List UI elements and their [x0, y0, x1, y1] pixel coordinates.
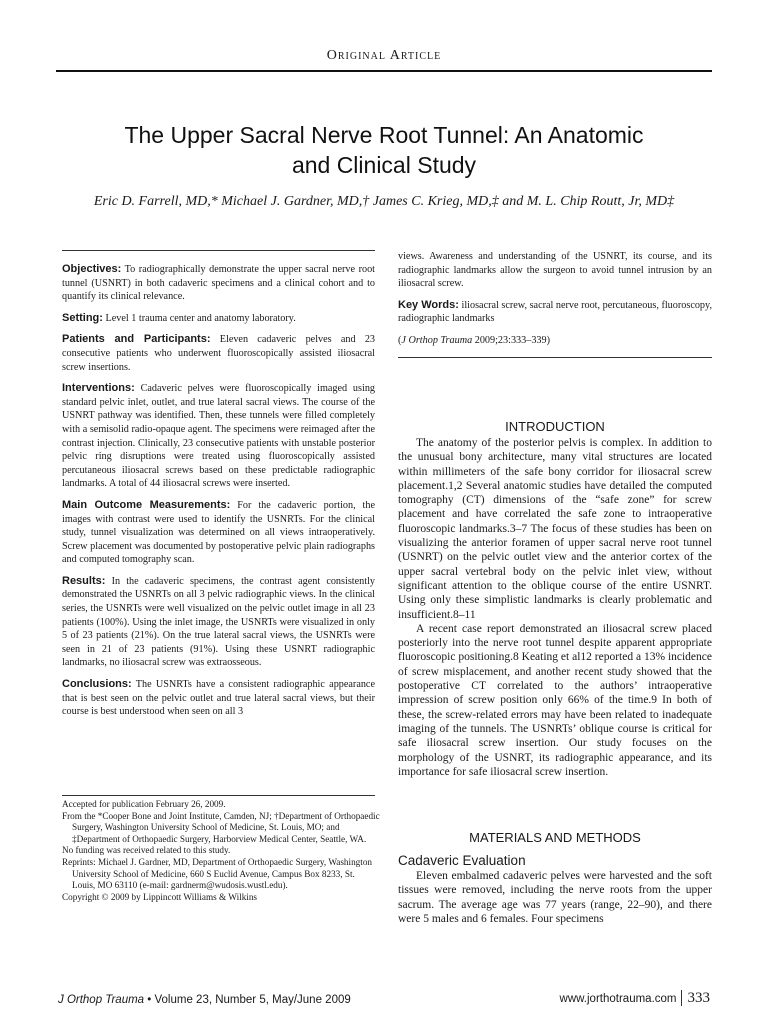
- title-line-1: The Upper Sacral Nerve Root Tunnel: An Anatomic: [124, 122, 644, 148]
- author-list: Eric D. Farrell, MD,* Michael J. Gardner, MD,† James C. Krieg, MD,‡ and M. L. Chip Routt, Jr, MD‡: [93, 194, 675, 209]
- abstract-top-rule: [62, 250, 375, 251]
- abstract-left: [62, 263, 375, 727]
- abstract-right: [398, 250, 712, 356]
- methods-body: [398, 869, 712, 926]
- introduction-paragraph-1: The anatomy of the posterior pelvis is complex. In addition to the unusual bony architecture, many vital structures are located within millimeters of the safe bony corridor for iliosacral screw placement.1,2 Several anatomic studies have detailed the computed tomography (CT) dimensions of the “safe zone” for screw placement and have correlated the safe zone to intraoperative fluoroscopic landmarks.3–7 The focus of these studies has been on visualizing the anterior foramen of upper sacral nerve root tunnel (USNRT) on the pelvic outlet view and the anterior cortex of the upper sacral vertebral body on the pelvic inlet view, without significant attention to the oblique course of the entire USNRT. Using only these simplistic landmarks is clearly problematic and insufficient.8–11: [398, 437, 712, 621]
- footnote-accepted: Accepted for publication February 26, 2009.: [62, 799, 226, 809]
- header-rule: [56, 70, 712, 72]
- abstract-patients: Patients and Participants: Eleven cadaveric pelves and 23 consecutive patients who underwent fluoroscopically assisted iliosacral screw insertions.: [62, 333, 376, 373]
- abstract-interventions: Interventions: Cadaveric pelves were fluoroscopically imaged using standard pelvic inlet, outlet, and true lateral sacral views. The course of the USNRT pathway was identified. Then, these tunnels were filled completely with a semisolid radio-opaque agent. The specimens were reimaged after the contrast injection. Clinically, 23 consecutive patients with unstable posterior pelvic ring disruptions were treated using fluoroscopically assisted percutaneous iliosacral screws based on these predictable radiographic landmarks. A total of 44 iliosacral screws were inserted.: [62, 382, 376, 490]
- abstract-keywords: Key Words: iliosacral screw, sacral nerve root, percutaneous, fluoroscopy, radiographic landmarks: [398, 298, 713, 325]
- footnote-reprints: Reprints: Michael J. Gardner, MD, Department of Orthopaedic Surgery, Washington University School of Medicine, 660 S Euclid Avenue, Campus Box 8233, St. Louis, MO 63110 (e-mail: gardnerm@wudosis.wustl.edu).: [62, 856, 373, 891]
- abstract-setting: Setting: Level 1 trauma center and anatomy laboratory.: [62, 311, 296, 324]
- footer-journal-info: J Orthop Trauma • Volume 23, Number 5, May/June 2009: [58, 994, 351, 1006]
- footer-page-info: [560, 990, 710, 1007]
- methods-paragraph-1: Eleven embalmed cadaveric pelves were harvested and the soft tissues were removed, including the nerve roots from the upper sacrum. The average age was 77 years (range, 22–90), and there were 5 males and 6 females. Four specimens: [398, 870, 712, 925]
- footnote-rule: [62, 795, 375, 796]
- footnote-affiliations: From the *Cooper Bone and Joint Institute, Camden, NJ; †Department of Orthopaedic Surgery, Washington University School of Medicine, St. Louis, MO; and ‡Department of Orthopaedic Surgery, Harborview Medical Center, Seattle, WA.: [62, 810, 380, 844]
- abstract-bottom-rule: [398, 357, 712, 358]
- page-number: 333: [681, 990, 711, 1006]
- footer-journal: J Orthop Trauma: [58, 994, 145, 1006]
- article-title: [60, 120, 708, 180]
- methods-subheading: Cadaveric Evaluation: [398, 853, 526, 868]
- footer-url[interactable]: www.jorthotrauma.com: [559, 993, 677, 1005]
- abstract-citation: (J Orthop Trauma 2009;23:333–339): [398, 334, 550, 346]
- methods-heading: MATERIALS AND METHODS: [469, 830, 641, 845]
- footnote-copyright: Copyright © 2009 by Lippincott Williams & Wilkins: [62, 891, 258, 902]
- section-label: Original Article: [326, 48, 442, 63]
- introduction-body: [398, 436, 712, 779]
- footnote-funding: No funding was received related to this study.: [62, 845, 231, 856]
- footer-issue: Volume 23, Number 5, May/June 2009: [154, 994, 351, 1006]
- abstract-results: Results: In the cadaveric specimens, the contrast agent consistently demonstrated the USNRTs on all 3 pelvic radiographic views. In the clinical series, the USNRTs were well visualized on the pelvic outlet image in all 23 patients (100%). Using the inlet image, the USNRTs were visualized in only 5 of 23 patients (21%). On the true lateral sacral views, the USNRTs were seen in 21 of 23 patients (91%). Using these USNRT radiographic landmarks, no iliosacral screw was extraosseous.: [62, 574, 375, 669]
- footnotes: [62, 799, 380, 903]
- introduction-paragraph-2: A recent case report demonstrated an iliosacral screw placed posteriorly into the nerve root tunnel despite apparent appropriate fluoroscopic positioning.8 Keating et al12 reported a 13% incidence of screw misplacement, and another recent study showed that the postoperative CT correlated to the authors’ intraoperative impression of screw position only 66% of the time.9 In both of these, the screw-related errors may have been related to inadequate imaging of the tunnels. The USNRTs’ oblique course is critical for safe iliosacral screw insertion. Our study focuses on the morphology of the USNRT, its radiographic appearance, and its importance for safe iliosacral screw insertion.: [398, 622, 712, 778]
- title-line-2: and Clinical Study: [291, 152, 477, 178]
- abstract-conclusions: Conclusions: The USNRTs have a consistent radiographic appearance that is best seen on the pelvic outlet and true lateral sacral views, but their course is best understood when seen on all 3: [62, 678, 375, 718]
- introduction-heading: INTRODUCTION: [505, 419, 605, 434]
- abstract-conclusions-cont: views. Awareness and understanding of the USNRT, its course, and its radiographic landmarks allow the surgeon to avoid tunnel intrusion by an iliosacral screw.: [398, 251, 712, 290]
- abstract-outcome: Main Outcome Measurements: For the cadaveric portion, the images with contrast were used to identify the USNRTs. For the clinical study, tunnel visualization was determined on all views intraoperatively. Screw placement was documented by postoperative pelvic plain radiographs and computed tomography scan.: [62, 498, 376, 566]
- abstract-objectives: Objectives: To radiographically demonstrate the upper sacral nerve root tunnel (USNRT) in both cadaveric specimens and a clinical cohort and to quantify its clinical relevance.: [62, 263, 375, 303]
